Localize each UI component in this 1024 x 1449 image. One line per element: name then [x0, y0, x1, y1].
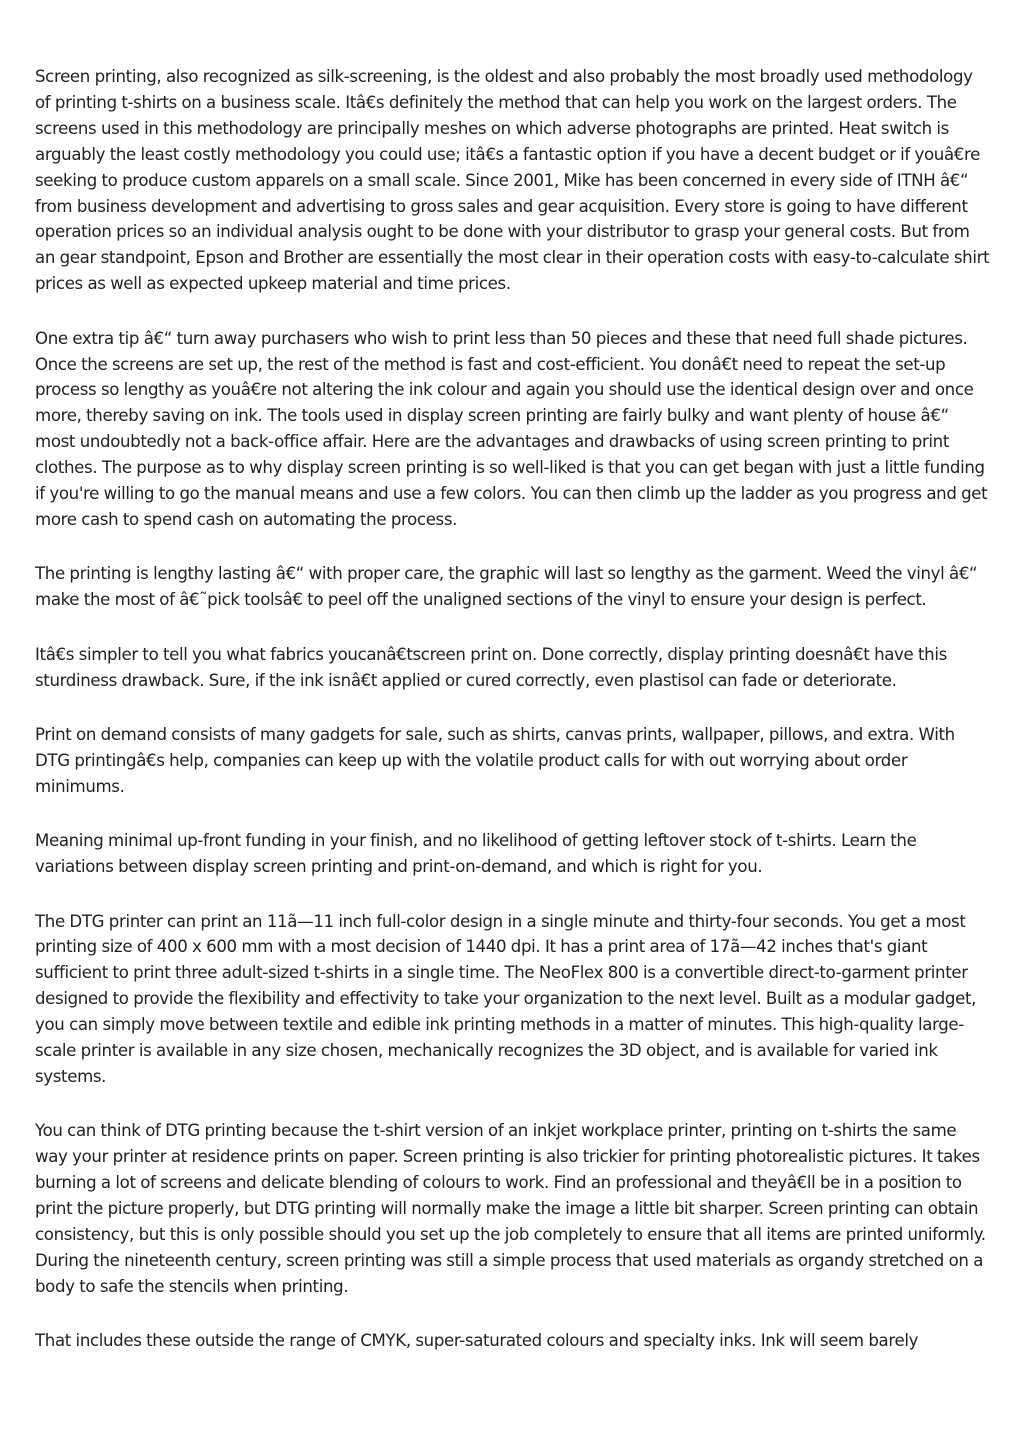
paragraph-2: One extra tip â€“ turn away purchasers who wish to print less than 50 pieces and these that need full shade pictures. Once the screens are set up, the rest of the method is fast and cost-efficient. You donâ€t need to repeat the set-up process so lengthy as youâ€re not altering the ink colour and again you should use the identical design over and once more, thereby saving on ink. The tools used in display screen printing are fairly bulky and want plenty of house â€“ most undoubtedly not a back-office affair. Here are the advantages and drawbacks of using screen printing to print clothes. The purpose as to why display screen printing is so well-liked is that you can get began with just a little funding if you're willing to go the manual means and use a few colors. You can then climb up the ladder as you progress and get more cash to spend cash on automating the process.: [35, 328, 988, 529]
paragraph-6: Meaning minimal up-front funding in your finish, and no likelihood of getting leftover stock of t-shirts. Learn the variations between display screen printing and print-on-demand, and which is right for you.: [35, 831, 917, 877]
paragraph-7: The DTG printer can print an 11ã—11 inch full-color design in a single minute and thirty-four seconds. You get a most printing size of 400 x 600 mm with a most decision of 1440 dpi. It has a print area of 17ã—42 inches that's giant sufficient to print three adult-sized t-shirts in a single time. The NeoFlex 800 is a convertible direct-to-garment printer designed to provide the flexibility and effectivity to take your organization to the next level. Built as a modular gadget, you can simply move between textile and edible ink printing methods in a matter of minutes. This high-quality large-scale printer is available in any size chosen, mechanically recognizes the 3D object, and is available for varied ink systems.: [35, 911, 977, 1086]
paragraph-5: Print on demand consists of many gadgets for sale, such as shirts, canvas prints, wallpaper, pillows, and extra. With DTG printingâ€s help, companies can keep up with the volatile product calls for with out worrying about order minimums.: [35, 725, 955, 796]
paragraph-9: That includes these outside the range of CMYK, super-saturated colours and specialty inks. Ink will seem barely: [35, 1331, 919, 1351]
document-body: [35, 64, 991, 1383]
paragraph-1: Screen printing, also recognized as silk-screening, is the oldest and also probably the most broadly used methodology of printing t-shirts on a business scale. Itâ€s definitely the method that can help you work on the largest orders. The screens used in this methodology are principally meshes on which adverse photographs are printed. Heat switch is arguably the least costly methodology you could use; itâ€s a fantastic option if you have a decent budget or if youâ€re seeking to produce custom apparels on a small scale. Since 2001, Mike has been concerned in every side of ITNH â€“ from business development and advertising to gross sales and gear acquisition. Every store is going to have different operation prices so an individual analysis ought to be done with your distributor to grasp your general costs. But from an gear standpoint, Epson and Brother are essentially the most clear in their operation costs with easy-to-calculate shirt prices as well as expected upkeep material and time prices.: [35, 67, 990, 294]
paragraph-3: The printing is lengthy lasting â€“ with proper care, the graphic will last so lengthy as the garment. Weed the vinyl â€“ make the most of â€˜pick toolsâ€ to peel off the unaligned sections of the vinyl to ensure your design is perfect.: [35, 564, 978, 610]
paragraph-8: You can think of DTG printing because the t-shirt version of an inkjet workplace printer, printing on t-shirts the same way your printer at residence prints on paper. Screen printing is also trickier for printing photorealistic pictures. It takes burning a lot of screens and delicate blending of colours to work. Find an professional and theyâ€ll be in a position to print the picture properly, but DTG printing will normally make the image a little bit sharper. Screen printing can obtain consistency, but this is only possible should you set up the job completely to ensure that all items are printed uniformly. During the nineteenth century, screen printing was still a simple process that used materials as organdy stretched on a body to safe the stencils when printing.: [35, 1121, 986, 1296]
paragraph-4: Itâ€s simpler to tell you what fabrics youcanâ€tscreen print on. Done correctly, display printing doesnâ€t have this sturdiness drawback. Sure, if the ink isnâ€t applied or cured correctly, even plastisol can fade or deteriorate.: [35, 644, 947, 690]
